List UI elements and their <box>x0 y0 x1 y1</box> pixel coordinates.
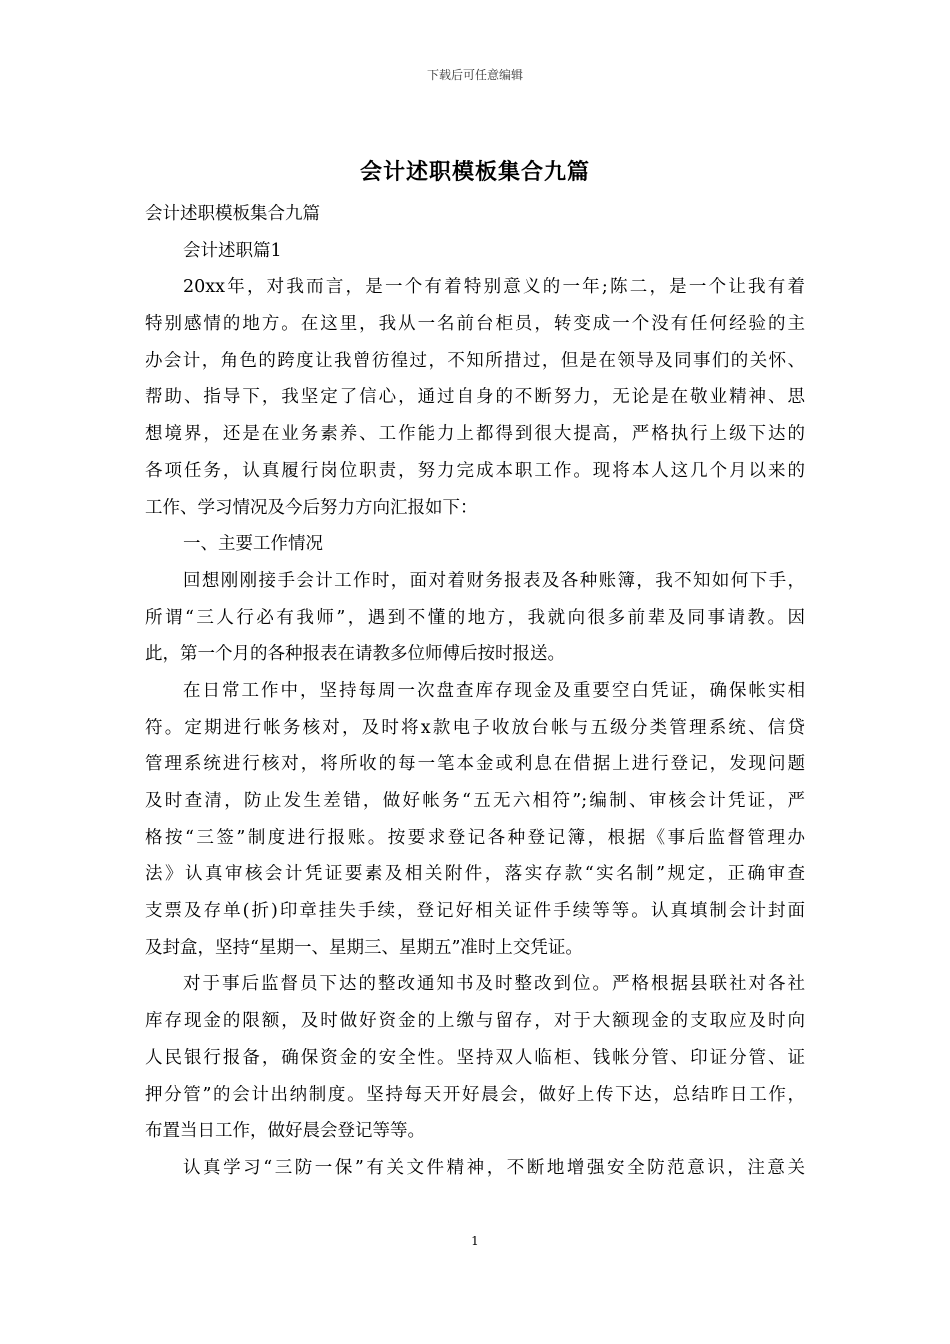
text-line: 支票及存单(折)印章挂失手续，登记好相关证件手续等等。认真填制会计封面 <box>145 901 805 922</box>
text-line: 认真学习“三防一保”有关文件精神，不断地增强安全防范意识，注意关 <box>183 1157 805 1178</box>
text-line: 管理系统进行核对，将所收的每一笔本金或利息在借据上进行登记，发现问题 <box>145 754 805 775</box>
text-line: 此，第一个月的各种报表在请教多位师傅后按时报送。 <box>145 644 565 665</box>
text-line: 帮助、指导下，我坚定了信心，通过自身的不断努力，无论是在敬业精神、思 <box>145 387 805 408</box>
page-number: 1 <box>471 1234 479 1248</box>
text-line: 会计述职模板集合九篇 <box>145 204 320 224</box>
text-line: 对于事后监督员下达的整改通知书及时整改到位。严格根据县联社对各社 <box>183 974 805 995</box>
header-note: 下载后可任意编辑 <box>426 68 523 82</box>
text-line: 20xx年，对我而言，是一个有着特别意义的一年;陈二，是一个让我有着 <box>183 277 805 298</box>
text-line: 及封盒，坚持“星期一、星期三、星期五”准时上交凭证。 <box>145 937 583 958</box>
text-line: 想境界，还是在业务素养、工作能力上都得到很大提高，严格执行上级下达的 <box>145 424 805 445</box>
text-line: 办会计，角色的跨度让我曾彷徨过，不知所措过，但是在领导及同事们的关怀、 <box>145 350 805 371</box>
text-line: 工作、学习情况及今后努力方向汇报如下： <box>145 497 478 518</box>
document-body <box>145 196 805 1187</box>
text-line: 所谓“三人行必有我师”，遇到不懂的地方，我就向很多前辈及同事请教。因 <box>145 607 805 628</box>
text-line: 一、主要工作情况 <box>183 534 323 555</box>
text-line: 法》认真审核会计凭证要素及相关附件，落实存款“实名制”规定，正确审查 <box>145 864 805 885</box>
text-line: 会计述职篇1 <box>183 240 282 261</box>
text-line: 库存现金的限额，及时做好资金的上缴与留存，对于大额现金的支取应及时向 <box>145 1011 805 1032</box>
text-line: 各项任务，认真履行岗位职责，努力完成本职工作。现将本人这几个月以来的 <box>145 460 805 481</box>
document-title: 会计述职模板集合九篇 <box>359 159 590 185</box>
text-line: 押分管”的会计出纳制度。坚持每天开好晨会，做好上传下达，总结昨日工作， <box>145 1084 805 1105</box>
text-line: 符。定期进行帐务核对，及时将x款电子收放台帐与五级分类管理系统、信贷 <box>145 717 805 738</box>
text-line: 人民银行报备，确保资金的安全性。坚持双人临柜、钱帐分管、印证分管、证 <box>145 1047 805 1068</box>
text-line: 特别感情的地方。在这里，我从一名前台柜员，转变成一个没有任何经验的主 <box>145 314 805 335</box>
text-line: 及时查清，防止发生差错，做好帐务“五无六相符”;编制、审核会计凭证，严 <box>145 791 805 811</box>
text-line: 格按“三签”制度进行报账。按要求登记各种登记簿，根据《事后监督管理办 <box>145 827 805 848</box>
text-line: 回想刚刚接手会计工作时，面对着财务报表及各种账簿，我不知如何下手， <box>183 570 805 591</box>
text-line: 在日常工作中，坚持每周一次盘查库存现金及重要空白凭证，确保帐实相 <box>183 680 805 701</box>
text-line: 布置当日工作，做好晨会登记等等。 <box>145 1121 425 1142</box>
